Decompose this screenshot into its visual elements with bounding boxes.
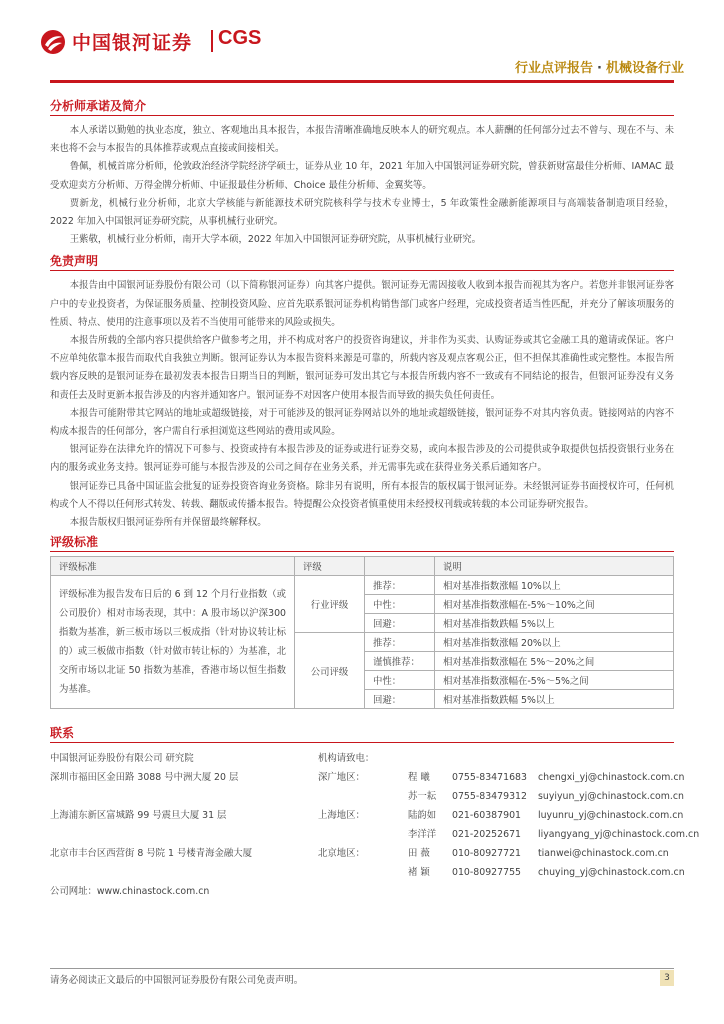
- sales-email-link[interactable]: liyangyang_yj@chinastock.com.cn: [538, 829, 700, 841]
- contact-row: [50, 863, 685, 882]
- sales-email-link[interactable]: chuying_yj@chinastock.com.cn: [538, 867, 685, 879]
- rating-grade: 回避：: [365, 690, 435, 709]
- sales-email-link[interactable]: tianwei@chinastock.com.cn: [538, 848, 669, 860]
- contact-row: [50, 806, 684, 825]
- section-rule: [50, 270, 674, 271]
- office-address: [50, 787, 318, 806]
- analyst-paragraph: 王紫敬，机械行业分析师，南开大学本硕，2022 年加入中国银河证券研究院，从事机械行业研究。: [69, 234, 481, 246]
- page-footer: [50, 968, 674, 988]
- sales-email-link[interactable]: luyunru_yj@chinastock.com.cn: [538, 810, 684, 822]
- contact-list: [50, 768, 700, 882]
- rating-desc: 相对基准指数跌幅 5%以上: [435, 690, 674, 709]
- rating-standard-text: 评级标准为报告发布日后的 6 到 12 个月行业指数（或公司股价）相对市场表现，其中：A 股市场以沪深300 指数为基准，新三板市场以三板成指（针对协议转让标的）或三板做市指数（针对做市转让标的）为基准，北交所市场以北证 50 指数为基准，香港市场以恒生指数为基准。: [51, 576, 295, 709]
- disclaimer-paragraph: 本报告由中国银河证券股份有限公司（以下简称银河证券）向其客户提供。银河证券无需因接收人收到本报告而视其为客户。若您并非银河证券客户中的专业投资者，为保证服务质量、控制投资风险、应首先联系银河证券机构销售部门或客户经理，完成投资者适当性匹配，并充分了解该项服务的性质、特点、使用的注意事项以及若不当使用可能带来的风险或损失。: [50, 280, 674, 328]
- disclaimer-paragraph: 银河证券已具备中国证监会批复的证券投资咨询业务资格。除非另有说明，所有本报告的版权属于银河证券。未经银河证券书面授权许可，任何机构或个人不得以任何形式转发、转载、翻版或传播本报告。特提醒公众投资者慎重使用未经授权刊载或转载的本公司证券研究报告。: [50, 480, 674, 510]
- office-address: 北京市丰台区西营街 8 号院 1 号楼青海金融大厦: [50, 848, 252, 860]
- rating-desc: 相对基准指数涨幅在 5%～20%之间: [435, 652, 674, 671]
- sales-label: 机构请致电：: [318, 753, 375, 765]
- sales-email-link[interactable]: chengxi_yj@chinastock.com.cn: [538, 772, 685, 784]
- table-row: [51, 576, 674, 595]
- logo-cgs: CGS: [218, 27, 262, 49]
- disclaimer-paragraph: 银河证券在法律允许的情况下可参与、投资或持有本报告涉及的证券或进行证券交易，或向本报告涉及的公司提供或争取提供包括投资银行业务在内的服务或业务支持。银河证券可能与本报告涉及的公司之间存在业务关系，并无需事先或在获得业务关系后通知客户。: [50, 444, 674, 474]
- rating-desc: 相对基准指数跌幅 5%以上: [435, 614, 674, 633]
- footer-rule: [50, 968, 674, 969]
- logo-divider: [211, 30, 213, 52]
- sales-region: 深广地区：: [318, 772, 365, 784]
- sales-phone: 021-20252671: [452, 829, 521, 841]
- header-rule: [50, 80, 674, 83]
- report-type-label: 行业点评报告: [515, 61, 594, 76]
- sales-phone: 0755-83479312: [452, 791, 527, 803]
- rating-desc: 相对基准指数涨幅 20%以上: [435, 633, 674, 652]
- sales-name: 李洋洋: [408, 829, 437, 841]
- sales-region: [318, 787, 408, 806]
- sales-phone: 0755-83471683: [452, 772, 527, 784]
- contact-section-title: 联系: [50, 726, 75, 741]
- report-type-separator: ·: [597, 61, 602, 76]
- page-header: [40, 26, 684, 56]
- disclaimer-paragraph: 本报告所载的全部内容只提供给客户做参考之用，并不构成对客户的投资咨询建议，并非作为买卖、认购证券或其它金融工具的邀请或保证。客户不应单纯依靠本报告而取代自我独立判断。银河证券认为本报告资料来源是可靠的，所载内容及观点客观公正，但不担保其准确性或完整性。本报告所载内容反映的是银河证券在最初发表本报告日期当日的判断，银河证券可发出其它与本报告所载内容不一致或有不同结论的报告，但银河证券没有义务和责任去及时更新本报告涉及的内容并通知客户。银河证券不对因客户使用本报告而导致的损失负任何责任。: [50, 335, 674, 401]
- section-rule: [50, 115, 674, 116]
- sales-region: 北京地区：: [318, 848, 365, 860]
- sales-phone: 010-80927721: [452, 848, 521, 860]
- footer-disclaimer-note: 请务必阅读正文最后的中国银河证券股份有限公司免责声明。: [50, 975, 304, 986]
- analyst-paragraph: 鲁佩，机械首席分析师，伦敦政治经济学院经济学硕士，证券从业 10 年，2021 年加入中国银河证券研究院，曾获新财富最佳分析师、IAMAC 最受欢迎卖方分析师、万得金牌分析师、中证报最佳分析师、Choice 最佳分析师、金翼奖等。: [50, 161, 674, 191]
- sales-name: 田 薇: [408, 848, 430, 860]
- sales-name: 程 曦: [408, 772, 430, 784]
- analyst-paragraph: 贾新龙，机械行业分析师，北京大学核能与新能源技术研究院核科学与技术专业博士，5 年政策性金融新能源项目与高端装备制造项目经验，2022 年加入中国银河证券研究院，从事机械行业研究。: [50, 197, 674, 228]
- logo-text: 中国银河证券: [72, 32, 193, 54]
- office-address: [50, 825, 318, 844]
- rating-desc: 相对基准指数涨幅在-5%～5%之间: [435, 671, 674, 690]
- disclaimer-paragraph: 本报告可能附带其它网站的地址或超级链接，对于可能涉及的银河证券网站以外的地址或超级链接，银河证券不对其内容负责。链接网站的内容不构成本报告的任何部分，客户需自行承担浏览这些网站的费用或风险。: [50, 407, 674, 438]
- industry-rating-label: 行业评级: [295, 576, 365, 633]
- contact-row: [50, 787, 684, 806]
- industry-label: 机械设备行业: [605, 61, 684, 76]
- contact-row: [50, 825, 700, 844]
- disclaimer-section-title: 免责声明: [50, 254, 99, 269]
- contact-row: [50, 768, 685, 787]
- company-name: 中国银河证券股份有限公司 研究院: [50, 753, 194, 765]
- rating-desc: 相对基准指数涨幅在-5%～10%之间: [435, 595, 674, 614]
- rating-grade: 推荐：: [365, 576, 435, 595]
- sales-region: 上海地区：: [318, 810, 365, 822]
- rating-header-grade: [365, 557, 435, 576]
- rating-table-header: [51, 557, 674, 576]
- sales-phone: 010-80927755: [452, 867, 521, 879]
- page-content: [50, 98, 700, 901]
- office-address: 深圳市福田区金田路 3088 号中洲大厦 20 层: [50, 772, 239, 784]
- analyst-section: [50, 98, 674, 249]
- office-address: 上海浦东新区富城路 99 号震旦大厦 31 层: [50, 810, 227, 822]
- contact-row: [50, 844, 674, 863]
- sales-name: 褚 颖: [408, 867, 430, 879]
- sales-email-link[interactable]: suyiyun_yj@chinastock.com.cn: [538, 791, 684, 803]
- company-rating-label: 公司评级: [295, 633, 365, 709]
- rating-table: [50, 556, 674, 709]
- rating-section: [50, 534, 674, 709]
- rating-grade: 回避：: [365, 614, 435, 633]
- analyst-paragraph: 本人承诺以勤勉的执业态度，独立、客观地出具本报告，本报告清晰准确地反映本人的研究观点。本人薪酬的任何部分过去不曾与、现在不与、未来也将不会与本报告的具体推荐或观点直接或间接相关。: [50, 125, 674, 155]
- galaxy-logo-icon: [40, 29, 66, 55]
- rating-header-grade-type: 评级: [295, 557, 365, 576]
- section-rule: [50, 551, 674, 552]
- disclaimer-paragraph: 本报告版权归银河证券所有并保留最终解释权。: [69, 517, 267, 529]
- contact-header-row: [50, 749, 674, 768]
- rating-grade: 中性：: [365, 595, 435, 614]
- rating-grade: 中性：: [365, 671, 435, 690]
- contact-section: [50, 725, 700, 901]
- rating-header-standard: 评级标准: [51, 557, 295, 576]
- rating-section-title: 评级标准: [50, 535, 99, 550]
- company-website-link[interactable]: 公司网址：www.chinastock.com.cn: [50, 886, 210, 898]
- rating-desc: 相对基准指数涨幅 10%以上: [435, 576, 674, 595]
- website-row: [50, 882, 674, 901]
- report-type: [515, 57, 684, 76]
- analyst-section-title: 分析师承诺及简介: [50, 99, 147, 113]
- disclaimer-section: [50, 253, 674, 532]
- office-address: [50, 863, 318, 882]
- sales-name: 苏一耘: [408, 791, 437, 803]
- sales-region: [318, 825, 408, 844]
- section-rule: [50, 742, 674, 743]
- page-number: 3: [660, 970, 674, 986]
- sales-phone: 021-60387901: [452, 810, 521, 822]
- rating-grade: 谨慎推荐：: [365, 652, 435, 671]
- sales-region: [318, 863, 408, 882]
- sales-name: 陆韵如: [408, 810, 437, 822]
- rating-grade: 推荐：: [365, 633, 435, 652]
- rating-header-desc: 说明: [435, 557, 674, 576]
